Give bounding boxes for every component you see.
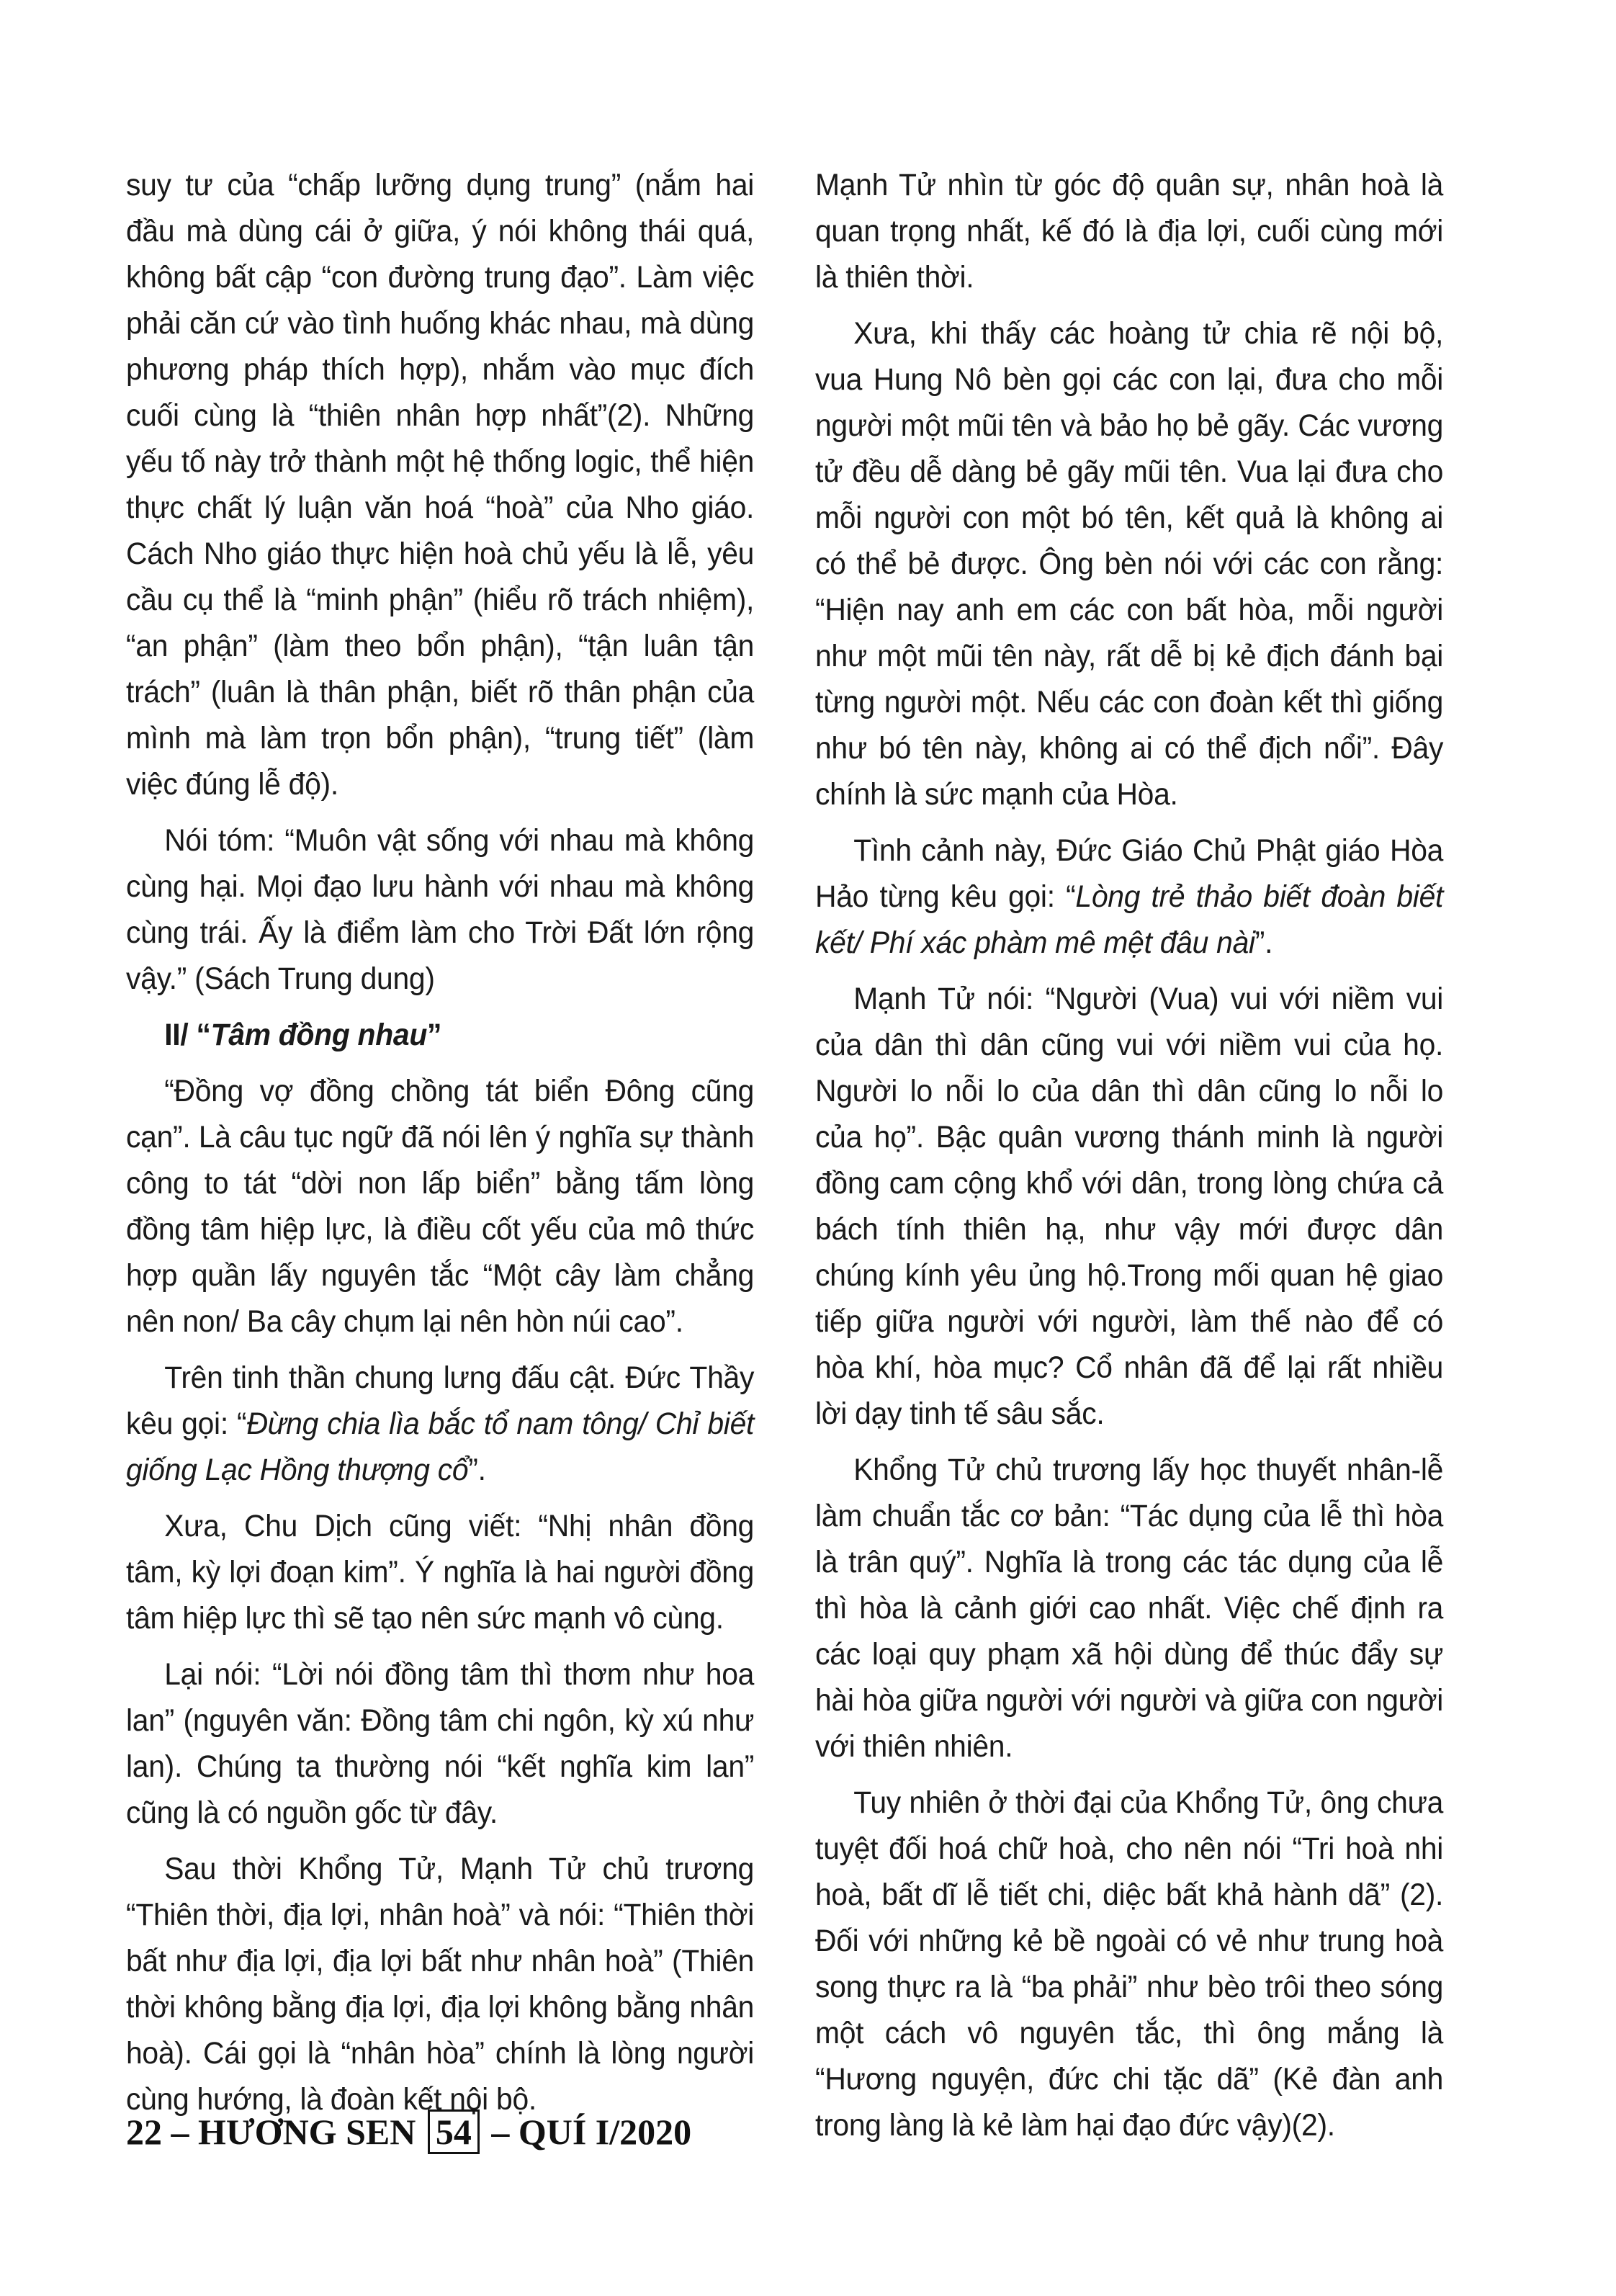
paragraph: Xưa, Chu Dịch cũng viết: “Nhị nhân đồng tâm, kỳ lợi đoạn kim”. Ý nghĩa là hai người đồng tâm hiệp lực thì sẽ tạo nên sức mạnh vô cùng. [126, 1509, 755, 1636]
paragraph: Mạnh Tử nhìn từ góc độ quân sự, nhân hoà là quan trọng nhất, kế đó là địa lợi, cuối cùng mới là thiên thời. [815, 168, 1444, 295]
paragraph-start: Tình cảnh này, Đức Giáo Chủ Phật giáo Hòa Hảo từng kêu gọi: “ [815, 833, 1444, 914]
right-column [815, 162, 1443, 2158]
paragraph-end: ”. [468, 1453, 486, 1487]
paragraph: Mạnh Tử nói: “Người (Vua) vui với niềm vui của dân thì dân cũng vui với niềm vui của họ. Người lo nỗi lo của dân thì dân cũng lo nỗi lo của họ”. Bậc quân vương thánh minh là người đồng cam cộng khổ với dân, trong lòng chứa cả bách tính thiên hạ, như vậy mới được dân chúng kính yêu ủng hộ.Trong mối quan hệ giao tiếp giữa người với người, làm thế nào để có hòa khí, hòa mục? Cổ nhân đã để lại rất nhiều lời dạy tinh tế sâu sắc. [815, 982, 1444, 1431]
footer-dash: – [171, 2112, 189, 2152]
paragraph: Khổng Tử chủ trương lấy học thuyết nhân-lễ làm chuẩn tắc cơ bản: “Tác dụng của lễ thì hòa là trân quý”. Nghĩa là trong các tác dụng của lễ thì hòa là cảnh giới cao nhất. Việc chế định ra các loại quy phạm xã hội dùng để thúc đẩy sự hài hòa giữa người với người và giữa con người với thiên nhiên. [815, 1453, 1444, 1764]
paragraph: suy tư của “chấp lưỡng dụng trung” (nắm hai đầu mà dùng cái ở giữa, ý nói không thái quá, không bất cập “con đường trung đạo”. Làm việc phải căn cứ vào tình huống khác nhau, mà dùng phương pháp thích hợp), nhắm vào mục đích cuối cùng là “thiên nhân hợp nhất”(2). Những yếu tố này trở thành một hệ thống logic, thể hiện thực chất lý luận văn hoá “hoà” của Nho giáo. Cách Nho giáo thực hiện hoà chủ yếu là lễ, yêu cầu cụ thể là “minh phận” (hiểu rõ trách nhiệm), “an phận” (làm theo bổn phận), “tận luân tận trách” (luân là thân phận, biết rõ thân phận của mình mà làm trọn bổn phận), “trung tiết” (làm việc đúng lễ độ). [126, 168, 755, 802]
paragraph: Tuy nhiên ở thời đại của Khổng Tử, ông chưa tuyệt đối hoá chữ hoà, cho nên nói “Tri hoà nhi hoà, bất dĩ lễ tiết chi, diệc bất khả hành dã” (2). Đối với những kẻ bề ngoài có vẻ như trung hoà song thực ra là “ba phải” như bèo trôi theo sóng một cách vô nguyên tắc, thì ông mắng là “Hương nguyện, đức chi tặc dã” (Kẻ đàn anh trong làng là kẻ làm hại đạo đức vậy)(2). [815, 1785, 1444, 2143]
paragraph: Xưa, khi thấy các hoàng tử chia rẽ nội bộ, vua Hung Nô bèn gọi các con lại, đưa cho mỗi người một mũi tên và bảo họ bẻ gãy. Các vương tử đều dễ dàng bẻ gãy mũi tên. Vua lại đưa cho mỗi người con một bó tên, kết quả là không ai có thể bẻ được. Ông bèn nói với các con rằng: “Hiện nay anh em các con bất hòa, mỗi người như một mũi tên này, rất dễ bị kẻ địch đánh bại từng người một. Nếu các con đoàn kết thì giống như bó tên này, không ai có thể địch nổi”. Đây chính là sức mạnh của Hòa. [815, 316, 1444, 812]
issue-period: QUÍ I/2020 [518, 2112, 692, 2152]
page-footer [126, 2107, 691, 2157]
paragraph: “Đồng vợ đồng chồng tát biển Đông cũng cạn”. Là câu tục ngữ đã nói lên ý nghĩa sự thành công to tát “dời non lấp biển” bằng tấm lòng đồng tâm hiệp lực, là điều cốt yếu của mô thức hợp quần lấy nguyên tắc “Một cây làm chẳng nên non/ Ba cây chụm lại nên hòn núi cao”. [126, 1074, 755, 1339]
issue-number-box: 54 [428, 2109, 480, 2154]
paragraph [815, 828, 1443, 966]
heading-title: Tâm đồng nhau [210, 1018, 427, 1052]
paragraph: Lại nói: “Lời nói đồng tâm thì thơm như hoa lan” (nguyên văn: Đồng tâm chi ngôn, kỳ xú như lan). Chúng ta thường nói “kết nghĩa kim lan” cũng là có nguồn gốc từ đây. [126, 1657, 755, 1830]
paragraph: Nói tóm: “Muôn vật sống với nhau mà không cùng hại. Mọi đạo lưu hành với nhau mà không cùng trái. Ấy là điểm làm cho Trời Đất lớn rộng vậy.” (Sách Trung dung) [126, 823, 755, 996]
section-heading [126, 1012, 754, 1058]
verse-quote: Lòng trẻ thảo biết đoàn biết kết/ Phí xác phàm mê mệt đâu nài [815, 879, 1444, 960]
paragraph [126, 1355, 754, 1493]
footer-dash: – [491, 2112, 510, 2152]
verse-quote: Đừng chia lìa bắc tổ nam tông/ Chỉ biết giống Lạc Hồng thượng cổ [126, 1407, 755, 1487]
page-number: 22 [126, 2112, 162, 2152]
left-column [126, 162, 754, 2133]
paragraph-start: Trên tinh thần chung lưng đấu cật. Đức Thầy kêu gọi: “ [126, 1360, 755, 1441]
publication-name: HƯƠNG SEN [198, 2112, 416, 2152]
heading-suffix: ” [426, 1018, 442, 1052]
paragraph-end: ”. [1254, 925, 1273, 960]
paragraph: Sau thời Khổng Tử, Mạnh Tử chủ trương “Thiên thời, địa lợi, nhân hoà” và nói: “Thiên thời bất như địa lợi, địa lợi bất như nhân hoà” (Thiên thời không bằng địa lợi, địa lợi không bằng nhân hoà). Cái gọi là “nhân hòa” chính là lòng người cùng hướng, là đoàn kết nội bộ. [126, 1852, 755, 2117]
heading-prefix: II/ “ [164, 1018, 211, 1052]
